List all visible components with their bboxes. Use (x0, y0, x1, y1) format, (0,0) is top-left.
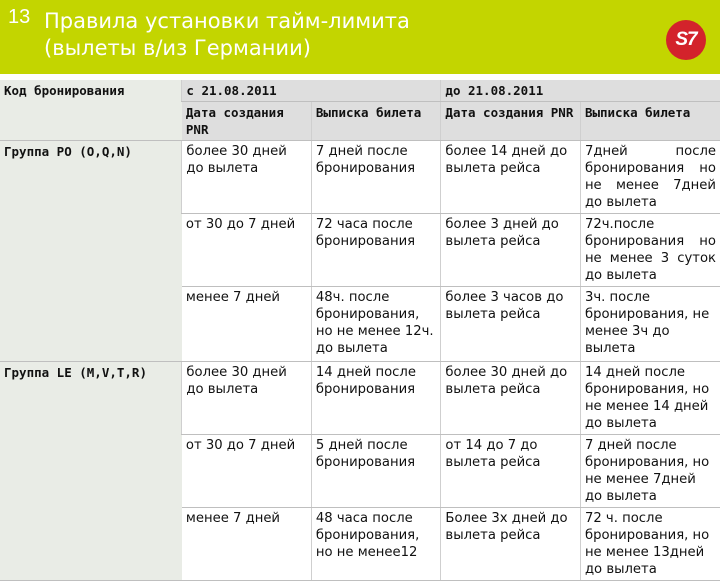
slide-number: 13 (8, 6, 31, 28)
title-line-2: (вылеты в/из Германии) (44, 36, 311, 60)
table-cell: более 30 дней до вылета рейса (441, 362, 581, 435)
table-cell: более 3 дней до вылета рейса (441, 214, 581, 287)
title-line-1: Правила установки тайм-лимита (44, 9, 410, 33)
table-cell: 5 дней после бронирования (311, 435, 441, 508)
time-limit-table (0, 80, 720, 581)
slide-title (44, 8, 410, 62)
s7-logo: S7 (666, 20, 706, 60)
table-cell: от 30 до 7 дней (182, 435, 312, 508)
group-le: Группа LE (M,V,T,R) (0, 362, 182, 581)
subheader-pnr-to: Дата создания PNR (441, 102, 581, 141)
table-cell: 48ч. после бронирования, но не менее 12ч. до вылета (311, 287, 441, 362)
subheader-ticket-from: Выписка билета (311, 102, 441, 141)
table-cell: менее 7 дней (182, 508, 312, 581)
slide-header (0, 0, 720, 74)
table-cell: более 3 часов до вылета рейса (441, 287, 581, 362)
period-to: до 21.08.2011 (441, 80, 720, 102)
table-cell: более 30 дней до вылета (182, 362, 312, 435)
subheader-pnr-from: Дата создания PNR (182, 102, 312, 141)
table-cell: от 14 до 7 до вылета рейса (441, 435, 581, 508)
table-cell: менее 7 дней (182, 287, 312, 362)
table-cell: 72 часа после бронирования (311, 214, 441, 287)
table-cell: 7дней после бронирования но не менее 7дней до вылета (580, 141, 720, 214)
table-cell: более 30 дней до вылета (182, 141, 312, 214)
table-cell: от 30 до 7 дней (182, 214, 312, 287)
table-cell: Более 3х дней до вылета рейса (441, 508, 581, 581)
table-cell: более 14 дней до вылета рейса (441, 141, 581, 214)
code-header: Код бронирования (0, 80, 182, 141)
table-cell: 7 дней после бронирования, но не менее 7дней до вылета (580, 435, 720, 508)
table-cell: 72ч.после бронирования но не менее 3 суток до вылета (580, 214, 720, 287)
table-cell: 7 дней после бронирования (311, 141, 441, 214)
table-row (0, 141, 720, 214)
table-cell: 72 ч. после бронирования, но не менее 13дней до вылета (580, 508, 720, 581)
table-row (0, 362, 720, 435)
table-cell: 14 дней после бронирования, но не менее 14 дней до вылета (580, 362, 720, 435)
subheader-ticket-to: Выписка билета (580, 102, 720, 141)
table-cell: 48 часа после бронирования, но не менее12 (311, 508, 441, 581)
period-header-row (0, 80, 720, 102)
table-cell: 3ч. после бронирования, не менее 3ч до вылета (580, 287, 720, 362)
period-from: с 21.08.2011 (182, 80, 441, 102)
group-po: Группа PO (O,Q,N) (0, 141, 182, 362)
table-cell: 14 дней после бронирования (311, 362, 441, 435)
